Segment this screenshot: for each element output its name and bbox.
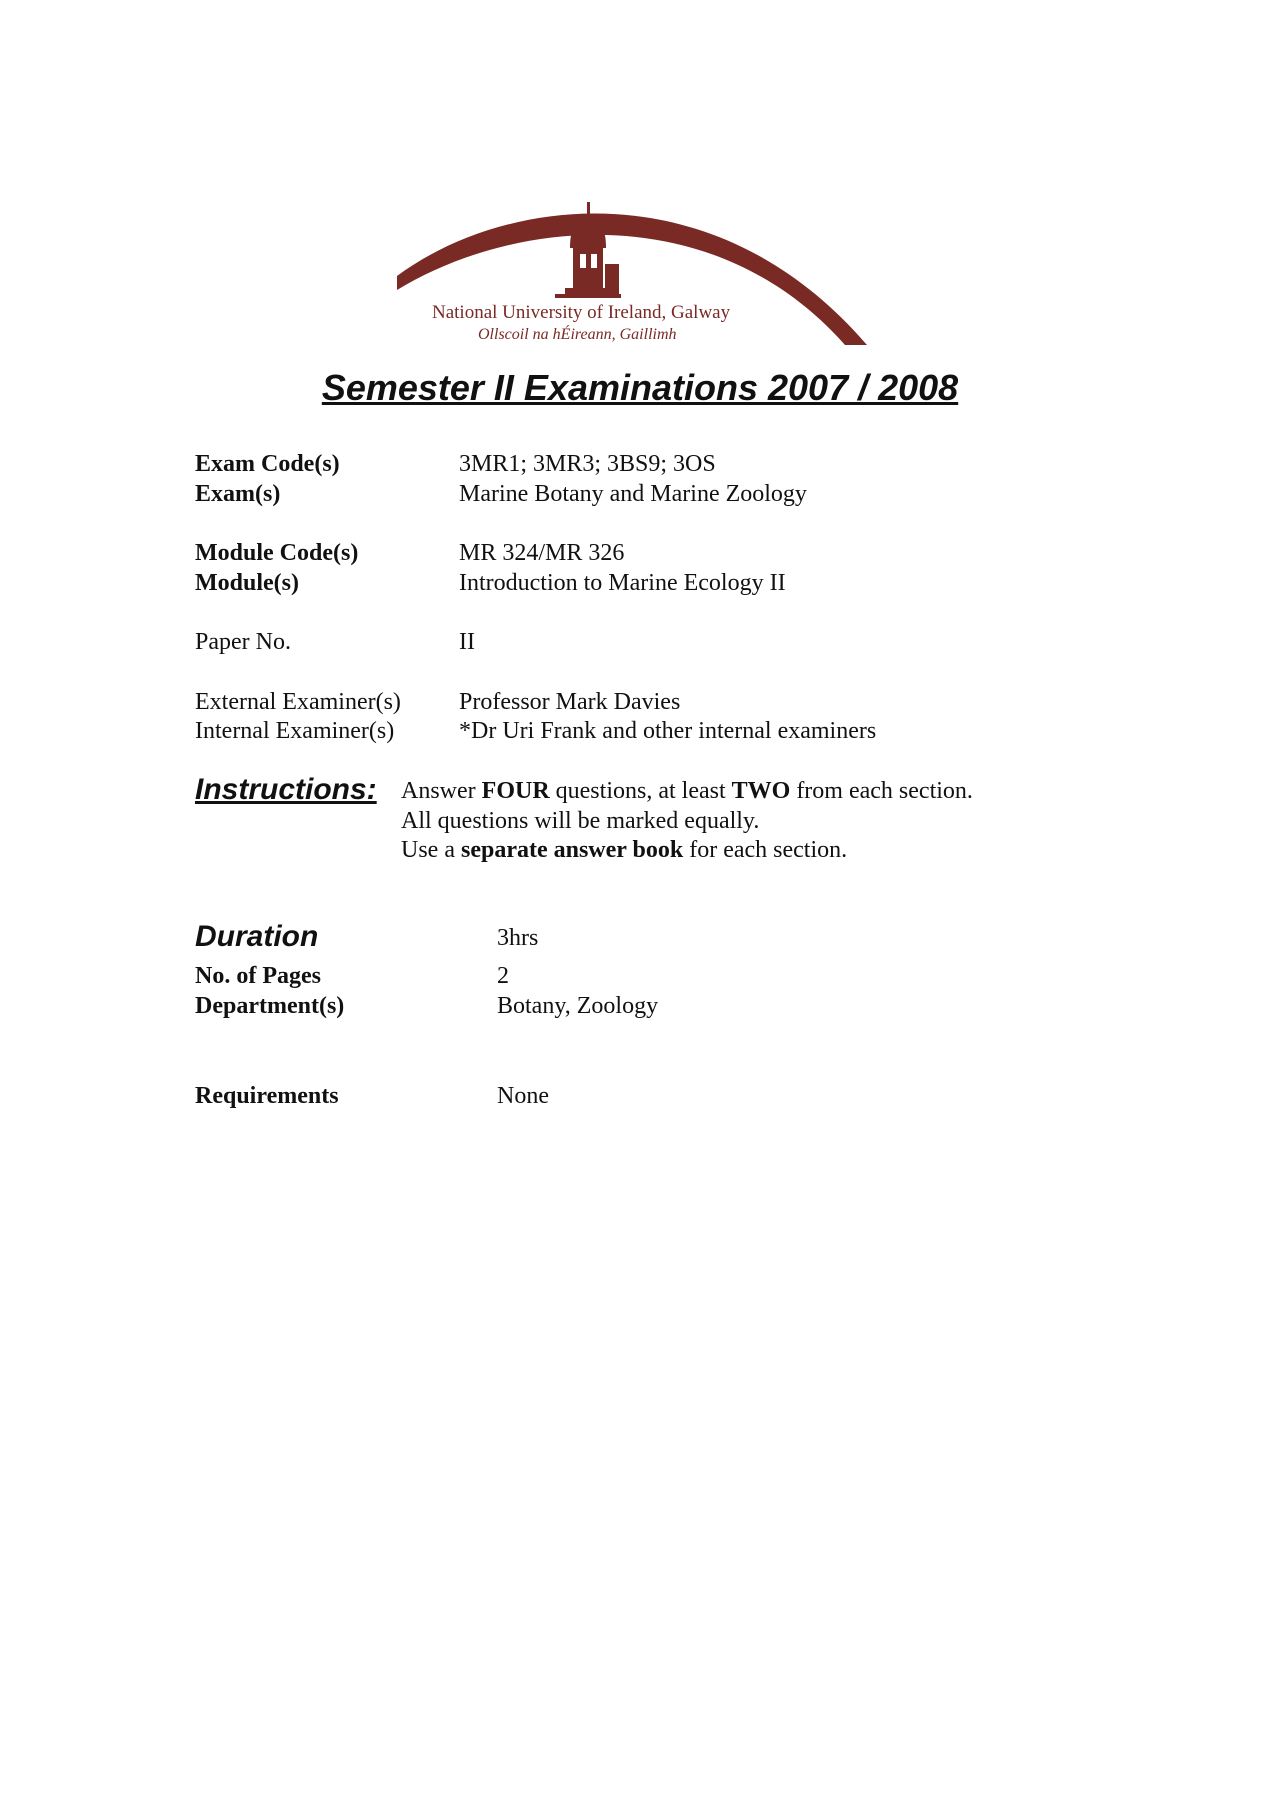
duration-label: Duration [195,920,319,953]
modules-label: Module(s) [195,570,299,596]
instructions-line-2: All questions will be marked equally. [401,808,760,834]
logo-name-line2: Ollscoil na hÉireann, Gaillimh [478,326,677,343]
departments-value: Botany, Zoology [497,993,659,1019]
pages-label: No. of Pages [195,963,321,989]
modules-value: Introduction to Marine Ecology II [459,570,786,596]
external-examiners-label: External Examiner(s) [195,689,401,715]
module-codes-value: MR 324/MR 326 [459,540,625,566]
paper-no-value: II [459,629,475,655]
duration-value: 3hrs [497,925,539,951]
instructions-line-1: Answer FOUR questions, at least TWO from each section. [401,778,973,804]
logo-name-line1: National University of Ireland, Galway [432,302,731,323]
page-title: Semester II Examinations 2007 / 2008 [321,367,959,408]
module-codes-label: Module Code(s) [195,540,359,566]
exam-codes-label: Exam Code(s) [195,451,340,477]
instructions-heading: Instructions: [195,773,377,806]
instructions-line-3: Use a separate answer book for each section. [401,837,848,863]
exams-label: Exam(s) [195,481,281,507]
university-logo [395,188,885,348]
exam-codes-value: 3MR1; 3MR3; 3BS9; 3OS [459,451,716,477]
departments-label: Department(s) [195,993,345,1019]
external-examiners-value: Professor Mark Davies [459,689,681,715]
internal-examiners-value: *Dr Uri Frank and other internal examiners [459,718,877,744]
paper-no-label: Paper No. [195,629,291,655]
internal-examiners-label: Internal Examiner(s) [195,718,395,744]
pages-value: 2 [497,963,509,989]
exams-value: Marine Botany and Marine Zoology [459,481,807,507]
requirements-value: None [497,1083,549,1109]
requirements-label: Requirements [195,1083,339,1109]
university-crest-icon [395,188,885,348]
